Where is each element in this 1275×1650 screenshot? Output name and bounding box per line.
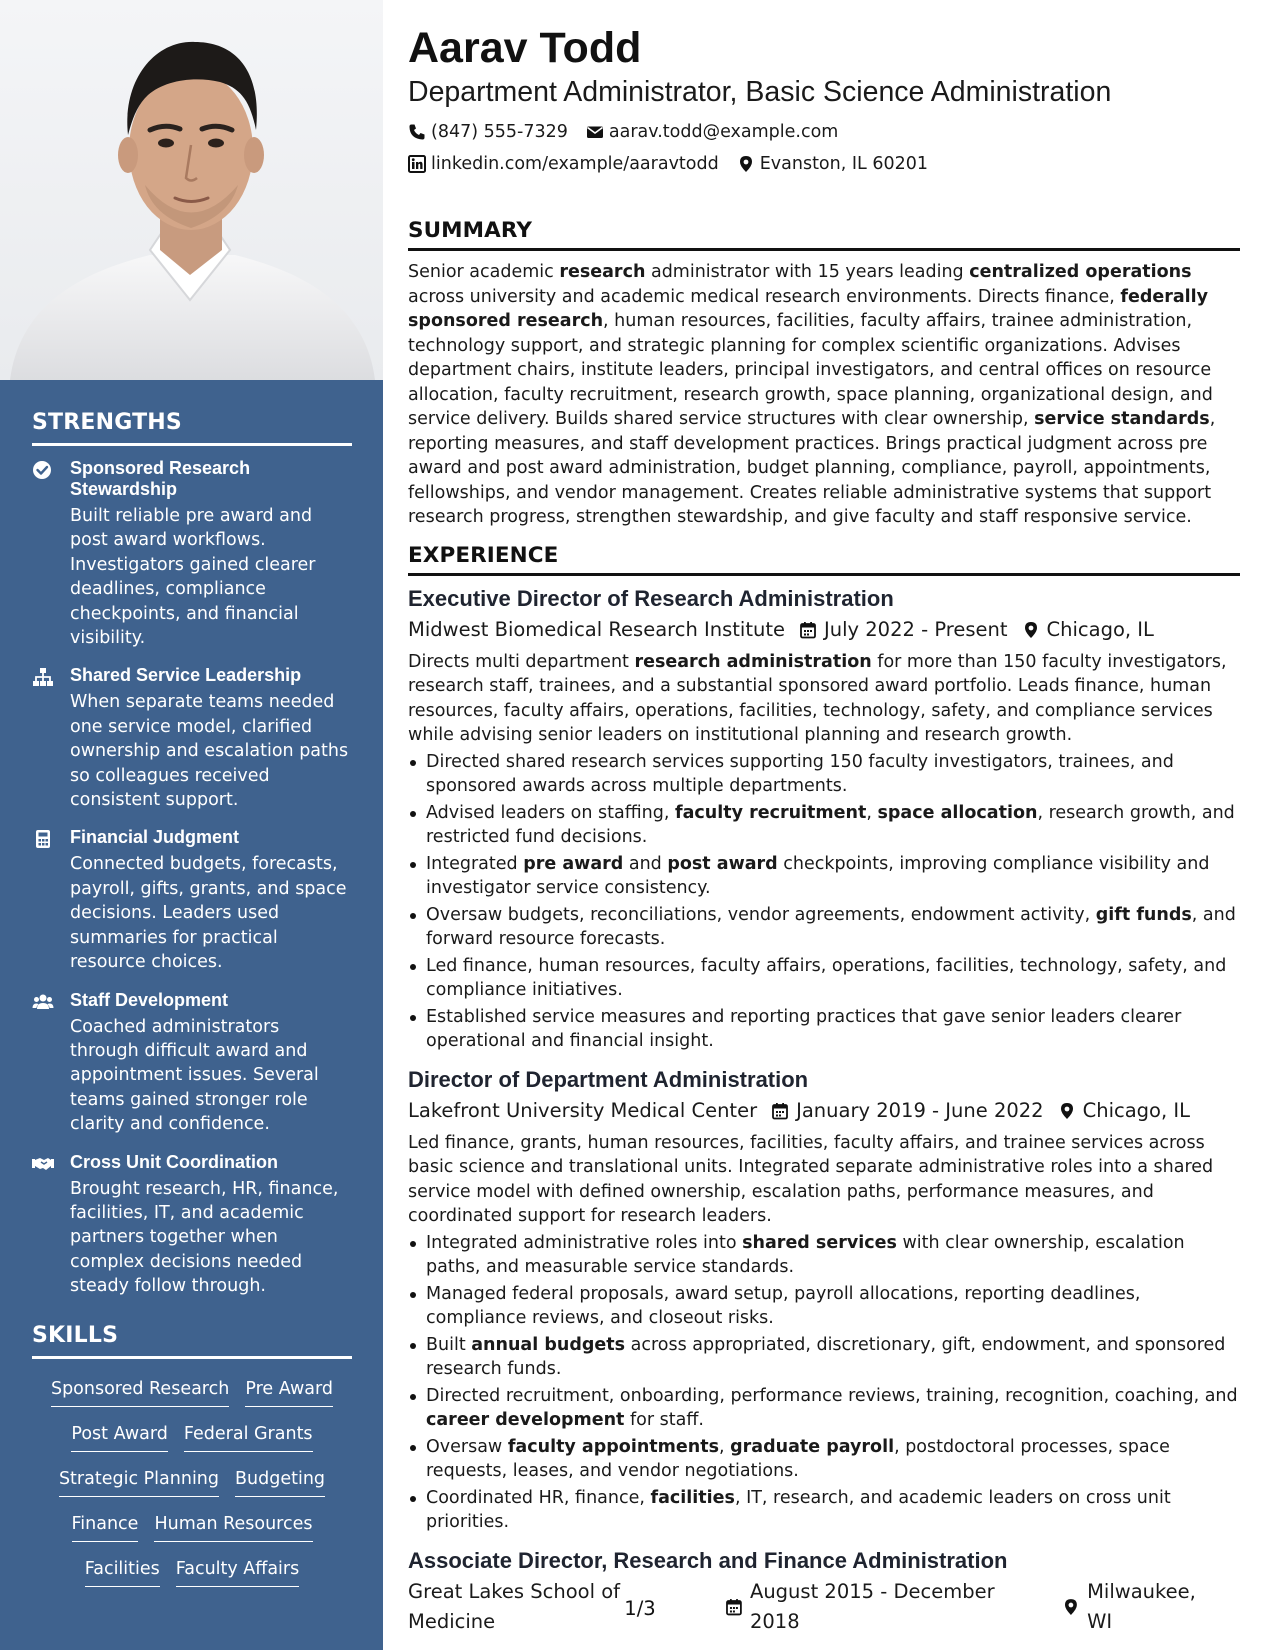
job-entry <box>408 1547 1240 1637</box>
bullet-item: Integrated pre award and post award checkpoints, improving compliance visibility and investigator service consistency. <box>408 852 1240 901</box>
strength-item <box>32 827 352 974</box>
skill-row <box>32 1467 352 1512</box>
phone-text: (847) 555-7329 <box>431 122 568 142</box>
skill-tag: Sponsored Research <box>51 1377 229 1407</box>
emphasis: annual budgets <box>471 1334 626 1355</box>
job-location-text: Milwaukee, WI <box>1087 1579 1196 1633</box>
strength-title: Cross Unit Coordination <box>70 1151 278 1172</box>
job-meta <box>408 1096 1240 1126</box>
sidebar <box>0 0 383 1650</box>
bullet-item: Integrated administrative roles into shared services with clear ownership, escalation paths, and measurable service standards. <box>408 1231 1240 1280</box>
job-organization: Great Lakes School of Medicine <box>408 1579 620 1633</box>
email-text: aarav.todd@example.com <box>608 122 839 142</box>
strength-item <box>32 458 352 650</box>
experience-list <box>408 585 1240 1637</box>
job-location <box>1062 1577 1226 1637</box>
skill-row <box>32 1512 352 1557</box>
job-location <box>1058 1096 1190 1126</box>
bullet-item: Coordinated HR, finance, facilities, IT, research, and academic leaders on cross unit priorities. <box>408 1486 1240 1535</box>
emphasis: graduate payroll <box>730 1436 895 1457</box>
bullet-item: Led finance, human resources, faculty affairs, operations, facilities, technology, safety, and compliance initiatives. <box>408 954 1240 1003</box>
contact-phone[interactable] <box>408 116 568 148</box>
strength-item <box>32 990 352 1137</box>
job-bullets <box>408 1231 1240 1535</box>
job-organization: Lakefront University Medical Center <box>408 1098 758 1122</box>
profile-photo-illustration <box>0 0 383 380</box>
bullet-item: Advised leaders on staffing, faculty recruitment, space allocation, research growth, and restricted fund decisions. <box>408 801 1240 850</box>
candidate-name: Aarav Todd <box>408 24 642 72</box>
bullet-item: Managed federal proposals, award setup, payroll allocations, reporting deadlines, compliance reviews, and closeout risks. <box>408 1282 1240 1331</box>
skill-tag: Pre Award <box>245 1377 333 1407</box>
strength-item <box>32 665 352 812</box>
skill-row <box>32 1557 352 1602</box>
strengths-heading: STRENGTHS <box>32 410 352 446</box>
skill-tag: Federal Grants <box>184 1422 313 1452</box>
emphasis: research administration <box>634 651 872 672</box>
bullet-item: Established service measures and reporting practices that gave senior leaders clearer operational and financial insight. <box>408 1005 1240 1054</box>
skill-tag: Post Award <box>71 1422 167 1452</box>
emphasis: service standards <box>1034 409 1210 429</box>
linkedin-icon <box>408 155 426 173</box>
emphasis: federally sponsored research <box>408 286 1209 331</box>
map-pin-icon <box>1058 1102 1076 1120</box>
job-location-text: Chicago, IL <box>1046 617 1154 641</box>
map-pin-icon <box>1062 1598 1080 1616</box>
emphasis: faculty recruitment <box>674 802 867 823</box>
skill-tag: Finance <box>72 1512 139 1542</box>
strength-title: Sponsored Research Stewardship <box>70 458 251 499</box>
emphasis: facilities <box>650 1487 735 1508</box>
skills-list <box>32 1371 352 1602</box>
calculator-icon <box>32 829 54 849</box>
emphasis: post award <box>667 853 778 874</box>
job-dates-text: January 2019 - June 2022 <box>796 1098 1044 1122</box>
skills-heading: SKILLS <box>32 1323 352 1359</box>
page-number: 1/3 <box>624 1597 656 1620</box>
map-pin-icon <box>1022 621 1040 639</box>
summary-heading: SUMMARY <box>408 218 1240 251</box>
job-dates <box>771 1096 1043 1126</box>
bullet-item: Directed recruitment, onboarding, performance reviews, training, recognition, coaching, and career development for staff. <box>408 1384 1240 1433</box>
emphasis: space allocation <box>877 802 1038 823</box>
job-dates-text: July 2022 - Present <box>824 617 1008 641</box>
contact-line <box>408 116 1240 148</box>
main-content <box>408 22 1240 1649</box>
strength-item <box>32 1152 352 1299</box>
strength-desc: Brought research, HR, finance, facilities, IT, and academic partners together when complex decisions needed steady follow through. <box>70 1178 339 1297</box>
emphasis: gift funds <box>1095 904 1192 925</box>
phone-icon <box>408 123 426 141</box>
emphasis: career development <box>426 1410 625 1430</box>
contact-location <box>737 148 928 180</box>
bullet-item: Oversaw budgets, reconciliations, vendor agreements, endowment activity, gift funds, and forward resource forecasts. <box>408 903 1240 952</box>
strength-desc: Connected budgets, forecasts, payroll, gifts, grants, and space decisions. Leaders used summaries for practical resource choices. <box>70 854 347 973</box>
envelope-icon <box>586 123 604 141</box>
job-description: Led finance, grants, human resources, facilities, faculty affairs, and trainee services across basic science and translational units. Integrated separate administrative roles into a shared service model with defined ownership, escalation paths, performance measures, and coordinated support for research leaders. <box>408 1132 1214 1226</box>
skill-tag: Budgeting <box>235 1467 325 1497</box>
sidebar-content <box>32 410 352 1602</box>
skill-row <box>32 1377 352 1422</box>
job-title: Executive Director of Research Administration <box>408 585 894 611</box>
emphasis: centralized operations <box>969 262 1192 282</box>
strength-title: Shared Service Leadership <box>70 665 302 686</box>
contact-email[interactable] <box>586 116 838 148</box>
skill-tag: Human Resources <box>154 1512 312 1542</box>
job-dates-text: August 2015 - December 2018 <box>749 1579 995 1633</box>
job-entry <box>408 1066 1240 1535</box>
emphasis: faculty appointments <box>507 1436 719 1457</box>
contact-line <box>408 148 1240 180</box>
map-pin-icon <box>737 155 755 173</box>
job-meta <box>408 615 1240 645</box>
strength-desc: When separate teams needed one service model, clarified ownership and escalation paths so colleagues received consistent support. <box>70 692 349 811</box>
calendar-icon <box>725 1598 743 1616</box>
profile-photo <box>0 0 383 380</box>
job-bullets <box>408 750 1240 1054</box>
contact-info <box>408 116 1240 180</box>
check-circle-icon <box>32 460 54 480</box>
calendar-icon <box>799 621 817 639</box>
candidate-role: Department Administrator, Basic Science Administration <box>408 76 1112 108</box>
handshake-icon <box>32 1154 54 1174</box>
job-location <box>1022 615 1154 645</box>
emphasis: shared services <box>742 1232 897 1253</box>
skill-tag: Facilities <box>85 1557 160 1587</box>
summary-text: Senior academic research administrator with 15 years leading centralized operations across university and academic medical research environments. Directs finance, federally sponsored research, human resources, facilities, faculty affairs, trainee administration, technology support, and strategic planning for complex scientific organizations. Advises department chairs, institute leaders, principal investigators, and central offices on resource allocation, faculty recruitment, research growth, space planning, organizational design, and service delivery. Builds shared service structures with clear ownership, service standards, reporting measures, and staff development practices. Brings practical judgment across pre award and post award administration, budget planning, compliance, payroll, appointments, fellowships, and vendor management. Creates reliable administrative systems that support research progress, strengthen stewardship, and give faculty and staff responsive service. <box>408 262 1216 527</box>
experience-heading: EXPERIENCE <box>408 543 1240 576</box>
bullet-item: Oversaw faculty appointments, graduate payroll, postdoctoral processes, space requests, leases, and vendor negotiations. <box>408 1435 1240 1484</box>
job-organization: Midwest Biomedical Research Institute <box>408 617 785 641</box>
job-title: Director of Department Administration <box>408 1066 809 1092</box>
location-text: Evanston, IL 60201 <box>759 154 928 174</box>
job-dates <box>799 615 1008 645</box>
users-icon <box>32 992 54 1012</box>
job-entry <box>408 585 1240 1054</box>
emphasis: research <box>559 262 646 282</box>
job-dates <box>725 1577 1048 1637</box>
skill-row <box>32 1422 352 1467</box>
linkedin-text: linkedin.com/example/aaravtodd <box>431 154 719 174</box>
strength-title: Staff Development <box>70 989 229 1010</box>
calendar-icon <box>771 1102 789 1120</box>
job-title: Associate Director, Research and Finance Administration <box>408 1547 1008 1573</box>
job-location-text: Chicago, IL <box>1082 1098 1190 1122</box>
strength-desc: Coached administrators through difficult award and appointment issues. Several teams gained stronger role clarity and confidence. <box>70 1016 319 1135</box>
skill-tag: Strategic Planning <box>59 1467 219 1497</box>
contact-linkedin[interactable] <box>408 148 719 180</box>
bullet-item: Directed shared research services supporting 150 faculty investigators, trainees, and sponsored awards across multiple departments. <box>408 750 1240 799</box>
strength-title: Financial Judgment <box>70 827 240 848</box>
job-description: Directs multi department research administration for more than 150 faculty investigators, research staff, trainees, and a substantial sponsored award portfolio. Leads finance, human resources, faculty affairs, operations, facilities, technology, safety, and compliance services while advising senior leaders on institutional planning and research growth. <box>408 651 1227 745</box>
emphasis: pre award <box>523 853 624 874</box>
bullet-item: Built annual budgets across appropriated, discretionary, gift, endowment, and sponsored research funds. <box>408 1333 1240 1382</box>
org-chart-icon <box>32 667 54 687</box>
job-meta <box>408 1577 1240 1637</box>
strength-desc: Built reliable pre award and post award workflows. Investigators gained clearer deadlines, compliance checkpoints, and financial visibility. <box>70 506 316 649</box>
skill-tag: Faculty Affairs <box>176 1557 299 1587</box>
